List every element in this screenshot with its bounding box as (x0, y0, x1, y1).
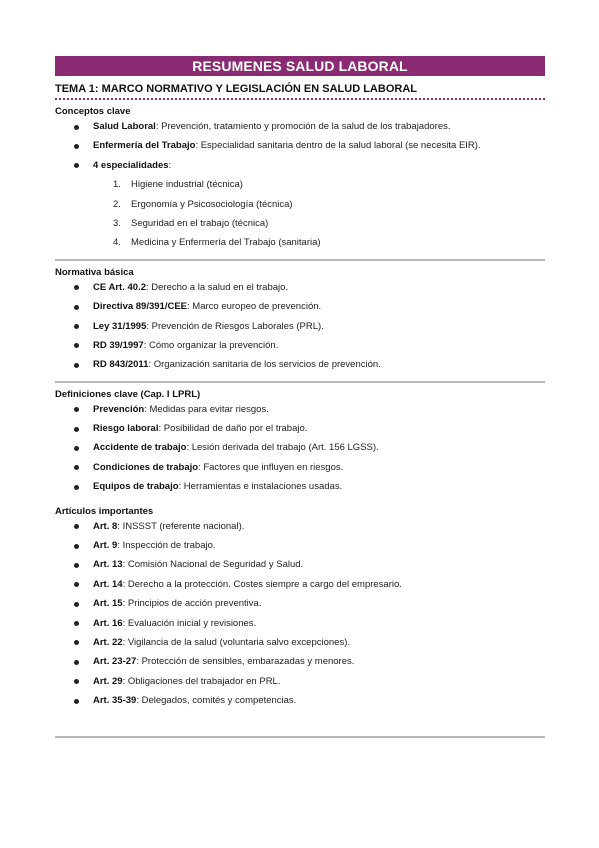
item-term: Directiva 89/391/CEE (93, 301, 188, 313)
list-item (55, 461, 545, 480)
numbered-item (55, 236, 545, 255)
item-text: : Inspección de trabajo. (117, 540, 216, 552)
item-text: : Lesión derivada del trabajo (Art. 156 LGSS). (186, 442, 379, 454)
item-text: : (168, 159, 172, 171)
list-item (55, 120, 545, 139)
item-term: Ley 31/1995 (93, 320, 147, 332)
bullet-list (55, 520, 545, 714)
item-text: : Prevención de Riesgos Laborales (PRL). (146, 320, 324, 332)
item-term: Art. 9 (93, 540, 118, 552)
item-term: Art. 13 (93, 559, 123, 571)
section-title: Definiciones clave (Cap. I LPRL) (55, 388, 201, 400)
item-text: : Principios de acción preventiva. (122, 598, 262, 610)
item-text: Medicina y Enfermería del Trabajo (sanitaria) (131, 237, 321, 249)
list-item (55, 139, 545, 158)
item-number: 3. (113, 217, 121, 229)
item-number: 4. (113, 237, 121, 249)
item-text: : Posibilidad de daño por el trabajo. (158, 423, 308, 435)
list-item (55, 578, 545, 597)
item-text: : INSSST (referente nacional). (117, 520, 245, 532)
list-item (55, 694, 545, 713)
item-text: : Especialidad sanitaria dentro de la salud laboral (se necesita EIR). (195, 140, 481, 152)
tema-heading: TEMA 1: MARCO NORMATIVO Y LEGISLACIÓN EN SALUD LABORAL (55, 83, 545, 100)
bullet-list (55, 403, 545, 500)
bullet-list (55, 281, 545, 378)
list-item (55, 441, 545, 460)
item-term: Art. 23-27 (93, 656, 137, 668)
section-title: Conceptos clave (55, 106, 131, 117)
numbered-item (55, 178, 545, 197)
item-text: : Derecho a la protección. Costes siempre a cargo del empresario. (122, 578, 402, 590)
list-item (55, 422, 545, 441)
list-item (55, 636, 545, 655)
item-text: : Organización sanitaria de los servicios de prevención. (148, 359, 381, 371)
item-term: Art. 8 (93, 520, 118, 532)
item-text: : Protección de sensibles, embarazadas y menores. (136, 656, 355, 668)
item-text: : Comisión Nacional de Seguridad y Salud. (122, 559, 304, 571)
list-item (55, 558, 545, 577)
item-term: Equipos de trabajo (93, 481, 179, 493)
item-term: Art. 35-39 (93, 695, 137, 707)
list-item (55, 339, 545, 358)
list-item (55, 159, 545, 178)
list-item (55, 281, 545, 300)
item-text: : Factores que influyen en riesgos. (198, 461, 344, 473)
item-text: : Cómo organizar la prevención. (143, 339, 279, 351)
numbered-item (55, 217, 545, 236)
list-item (55, 320, 545, 339)
item-term: RD 39/1997 (93, 339, 144, 351)
list-item (55, 480, 545, 499)
section-definiciones-clave (55, 389, 545, 500)
item-term: Art. 16 (93, 617, 123, 629)
item-text: : Prevención, tratamiento y promoción de la salud de los trabajadores. (155, 121, 451, 132)
item-term: Art. 29 (93, 675, 123, 687)
item-term: Art. 14 (93, 578, 123, 590)
section-divider (55, 381, 545, 383)
list-item (55, 539, 545, 558)
item-text: : Evaluación inicial y revisiones. (122, 617, 257, 629)
item-term: Riesgo laboral (93, 423, 159, 435)
section-title: Artículos importantes (55, 505, 154, 517)
bullet-list (55, 120, 545, 178)
item-number: 2. (113, 198, 121, 210)
numbered-item (55, 198, 545, 217)
item-term: Prevención (93, 403, 145, 415)
item-text: : Medidas para evitar riesgos. (144, 403, 269, 415)
item-term: Condiciones de trabajo (93, 461, 199, 473)
item-term: RD 843/2011 (93, 359, 149, 371)
list-item (55, 403, 545, 422)
section-normativa-basica (55, 267, 545, 383)
item-term: 4 especialidades (93, 159, 169, 171)
item-term: Art. 15 (93, 598, 123, 610)
document-title: RESUMENES SALUD LABORAL (192, 58, 408, 74)
item-term: Art. 22 (93, 636, 123, 648)
item-text: Seguridad en el trabajo (técnica) (131, 217, 269, 229)
item-number: 1. (113, 179, 121, 191)
item-text: : Marco europeo de prevención. (187, 301, 322, 313)
section-conceptos-clave (55, 106, 545, 261)
section-articulos-importantes (55, 506, 545, 738)
list-item (55, 675, 545, 694)
section-divider (55, 259, 545, 261)
list-item (55, 597, 545, 616)
list-item (55, 358, 545, 377)
item-term: Salud Laboral (93, 121, 156, 132)
section-title: Normativa básica (55, 266, 134, 278)
list-item (55, 520, 545, 539)
document-page (55, 56, 545, 738)
list-item (55, 655, 545, 674)
list-item (55, 617, 545, 636)
document-title-banner (55, 56, 545, 76)
item-term: Enfermería del Trabajo (93, 140, 196, 152)
item-term: Accidente de trabajo (93, 442, 187, 454)
item-text: Ergonomía y Psicosociología (técnica) (131, 198, 293, 210)
item-text: : Herramientas e instalaciones usadas. (178, 481, 343, 493)
item-text: : Obligaciones del trabajador en PRL. (122, 675, 281, 687)
section-divider (55, 736, 545, 738)
numbered-list (55, 178, 545, 256)
item-text: : Delegados, comités y competencias. (136, 695, 297, 707)
item-text: : Derecho a la salud en el trabajo. (145, 281, 289, 293)
item-term: CE Art. 40.2 (93, 281, 146, 293)
list-item (55, 300, 545, 319)
item-text: Higiene industrial (técnica) (131, 179, 243, 191)
item-text: : Vigilancia de la salud (voluntaria salvo excepciones). (122, 636, 351, 648)
